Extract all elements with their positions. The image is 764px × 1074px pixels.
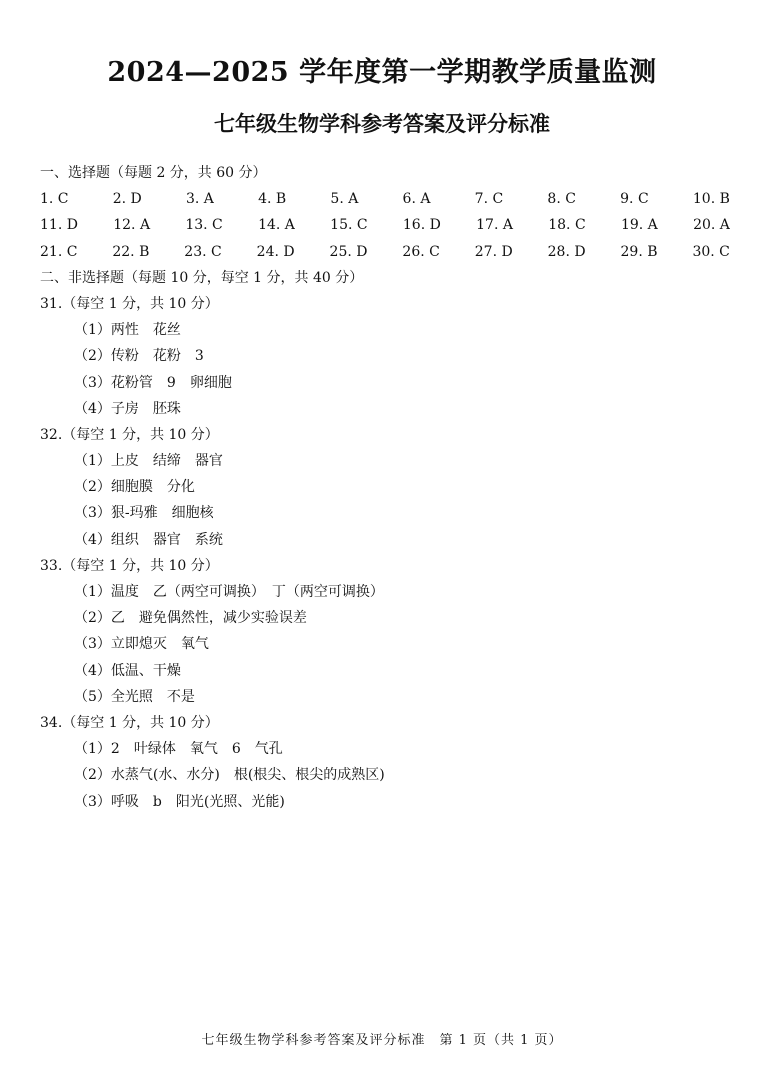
question-33-item-2: （2）乙 避免偶然性，减少实验误差 [74,610,307,627]
question-31-item-3: （3）花粉管 9 卵细胞 [74,374,232,391]
answer-item: 4. B [258,191,287,208]
document-subtitle: 七年级生物学科参考答案及评分标准 [214,111,550,136]
answer-item: 23. C [184,243,222,260]
question-33-item-4: （4）低温、干燥 [74,662,181,679]
answer-item: 17. A [476,217,513,234]
answer-item: 24. D [256,243,295,260]
answer-item: 7. C [474,191,504,208]
page-footer: 七年级生物学科参考答案及评分标准 第 1 页（共 1 页） [201,1033,563,1048]
answer-item: 1. C [40,191,69,208]
question-32-item-3: （3）狠-玛雅 细胞核 [74,505,214,522]
document-title: 2024—2025 学年度第一学期教学质量监测 [107,57,657,88]
question-31-item-2: （2）传粉 花粉 3 [74,348,204,365]
answer-item: 29. B [620,243,658,260]
question-31-item-4: （4）子房 胚珠 [74,400,181,417]
question-34-header: 34.（每空 1 分，共 10 分） [40,714,219,731]
question-32-item-4: （4）组织 器官 系统 [74,531,223,548]
answer-item: 9. C [620,191,649,208]
answer-item: 20. A [693,217,730,234]
part1-heading: 一、选择题（每题 2 分，共 60 分） [40,165,267,181]
answer-item: 18. C [548,217,586,234]
answer-item: 21. C [40,243,78,260]
answer-row-3 [40,239,730,265]
answer-row-2 [40,212,730,238]
answer-item: 8. C [547,191,576,208]
question-34-item-3: （3）呼吸 b 阳光(光照、光能) [74,793,285,810]
question-34-item-2: （2）水蒸气(水、水分) 根(根尖、根尖的成熟区) [74,767,385,784]
answer-item: 13. C [185,217,223,234]
answer-item: 15. C [330,217,368,234]
answer-item: 27. D [474,243,513,260]
answer-item: 5. A [330,191,359,208]
answer-item: 26. C [402,243,440,260]
answer-item: 28. D [547,243,586,260]
question-32-item-2: （2）细胞膜 分化 [74,479,195,496]
answer-item: 22. B [112,243,150,260]
answer-item: 3. A [185,191,214,208]
answer-item: 14. A [258,217,295,234]
part2-heading: 二、非选择题（每题 10 分，每空 1 分，共 40 分） [40,269,364,286]
question-31-header: 31.（每空 1 分，共 10 分） [40,295,219,312]
answer-item: 10. B [692,191,730,208]
answer-item: 30. C [692,243,730,260]
question-34-item-1: （1）2 叶绿体 氧气 6 气孔 [74,741,283,758]
answer-item: 6. A [402,191,431,208]
answer-item: 2. D [112,191,142,208]
question-31-item-1: （1）两性 花丝 [74,322,181,339]
answer-item: 11. D [40,217,78,234]
answer-row-1 [40,186,730,212]
question-33-item-1: （1）温度 乙（两空可调换） 丁（两空可调换） [74,584,384,600]
answer-item: 25. D [329,243,368,260]
question-33-item-5: （5）全光照 不是 [74,688,195,705]
answer-item: 12. A [113,217,151,234]
question-32-header: 32.（每空 1 分，共 10 分） [40,426,219,443]
answer-content [40,160,730,815]
question-33-header: 33.（每空 1 分，共 10 分） [40,557,219,574]
question-32-item-1: （1）上皮 结缔 器官 [74,453,223,470]
answer-item: 19. A [620,217,658,234]
answer-item: 16. D [402,217,441,234]
question-33-item-3: （3）立即熄灭 氧气 [74,636,209,653]
